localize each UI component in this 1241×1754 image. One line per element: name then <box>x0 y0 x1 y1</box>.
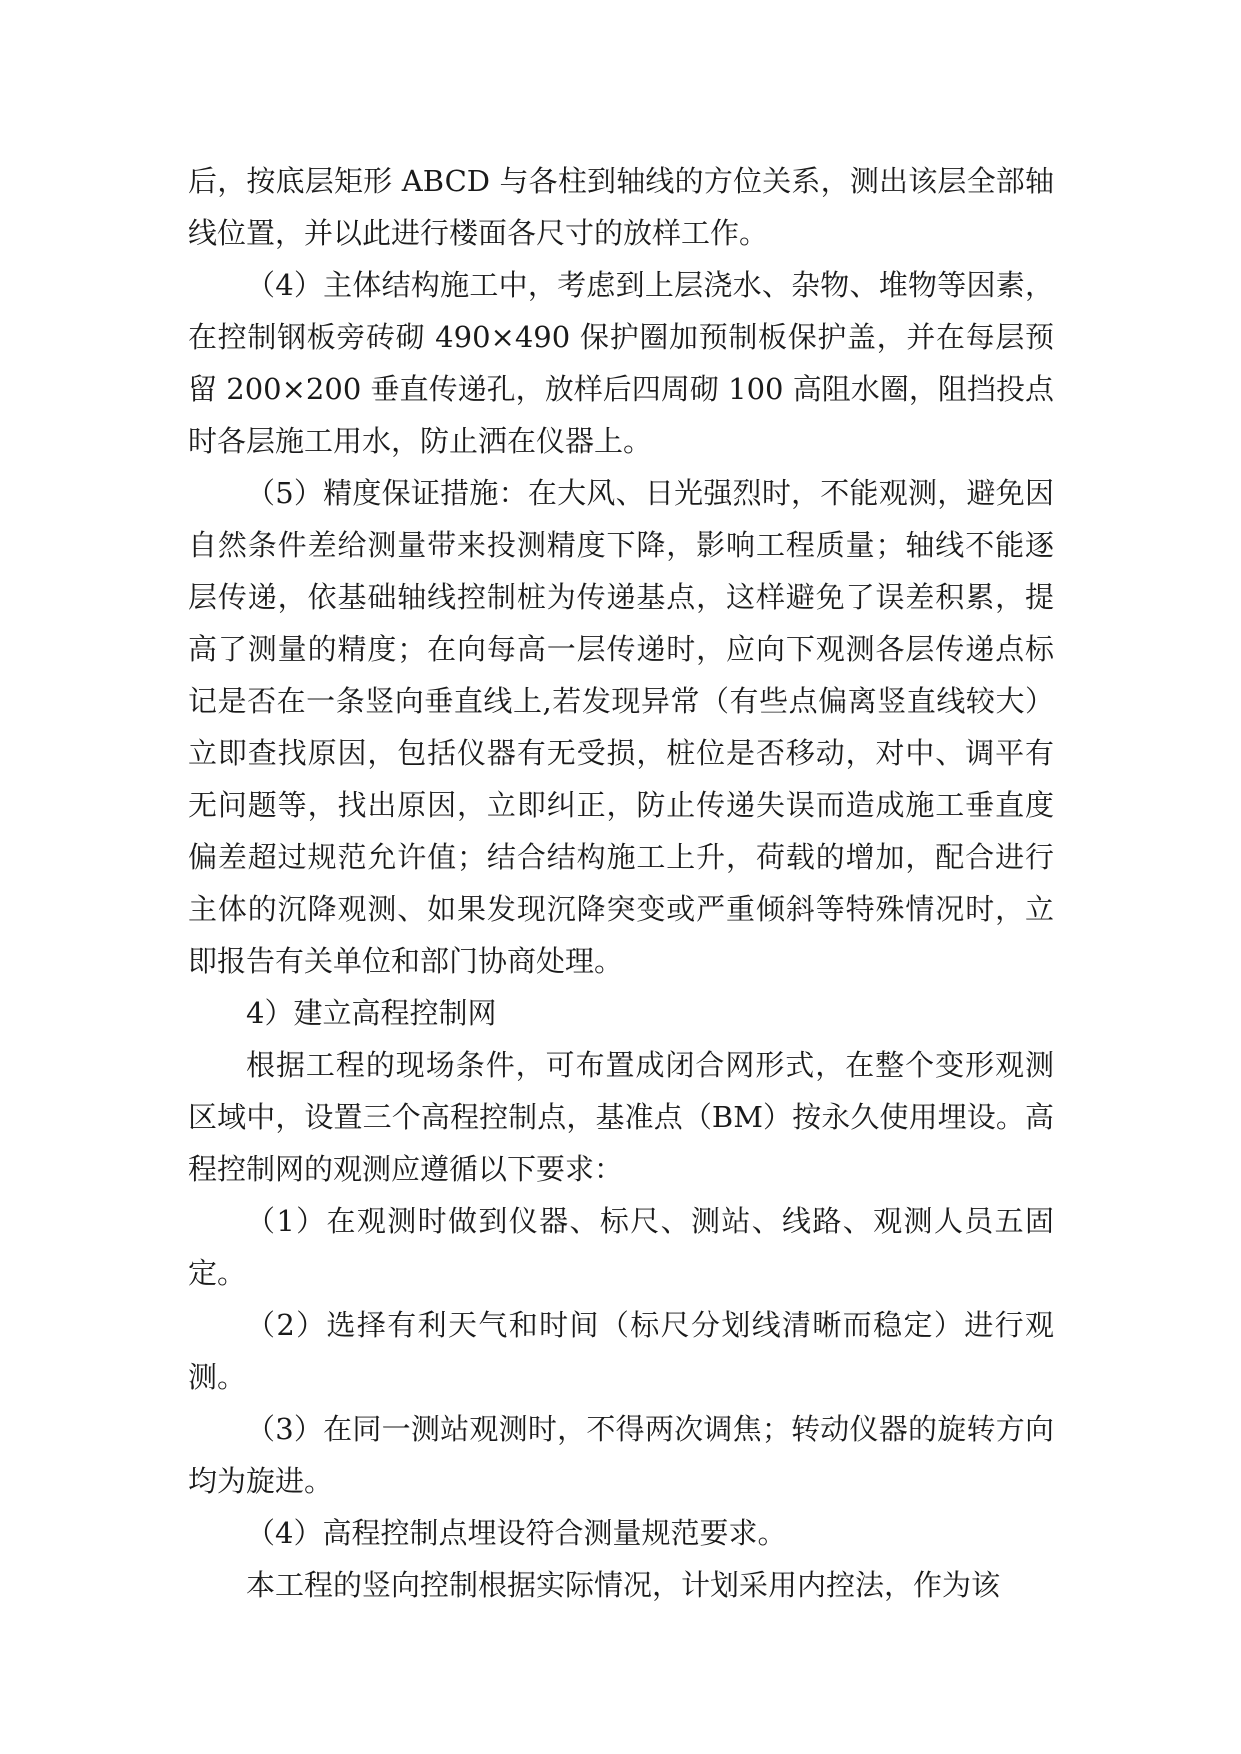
paragraph-elevation-network-intro: 根据工程的现场条件，可布置成闭合网形式，在整个变形观测区域中，设置三个高程控制点，基准点（BM）按永久使用埋设。高程控制网的观测应遵循以下要求： <box>188 1048 1054 1186</box>
list-item-2: （2）选择有利天气和时间（标尺分划线清晰而稳定）进行观测。 <box>188 1308 1054 1394</box>
paragraph-axis-layout-continuation: 后，按底层矩形 ABCD 与各柱到轴线的方位关系，测出该层全部轴线位置，并以此进行楼面各尺寸的放样工作。 <box>188 164 1054 250</box>
list-item-3: （3）在同一测站观测时，不得两次调焦；转动仪器的旋转方向均为旋进。 <box>188 1412 1054 1498</box>
paragraph-item-4-protection: （4）主体结构施工中，考虑到上层浇水、杂物、堆物等因素，在控制钢板旁砖砌 490×490 保护圈加预制板保护盖，并在每层预留 200×200 垂直传递孔，放样后四周砌 100 高阻水圈，阻挡投点时各层施工用水，防止洒在仪器上。 <box>188 268 1054 458</box>
list-item-1: （1）在观测时做到仪器、标尺、测站、线路、观测人员五固定。 <box>188 1204 1054 1290</box>
section-heading-elevation-network: 4）建立高程控制网 <box>246 996 497 1030</box>
paragraph-item-5-precision: （5）精度保证措施：在大风、日光强烈时，不能观测，避免因自然条件差给测量带来投测精度下降，影响工程质量；轴线不能逐层传递，依基础轴线控制桩为传递基点，这样避免了误差积累，提高了测量的精度；在向每高一层传递时，应向下观测各层传递点标记是否在一条竖向垂直线上,若发现异常（有些点偏离竖直线较大）立即查找原因，包括仪器有无受损，桩位是否移动，对中、调平有无问题等，找出原因，立即纠正，防止传递失误而造成施工垂直度偏差超过规范允许值；结合结构施工上升，荷载的增加，配合进行主体的沉降观测、如果发现沉降突变或严重倾斜等特殊情况时，立即报告有关单位和部门协商处理。 <box>188 476 1054 978</box>
body-text <box>188 155 1054 1611</box>
paragraph-vertical-control: 本工程的竖向控制根据实际情况，计划采用内控法，作为该 <box>246 1568 1001 1602</box>
list-item-4: （4）高程控制点埋设符合测量规范要求。 <box>246 1516 787 1550</box>
